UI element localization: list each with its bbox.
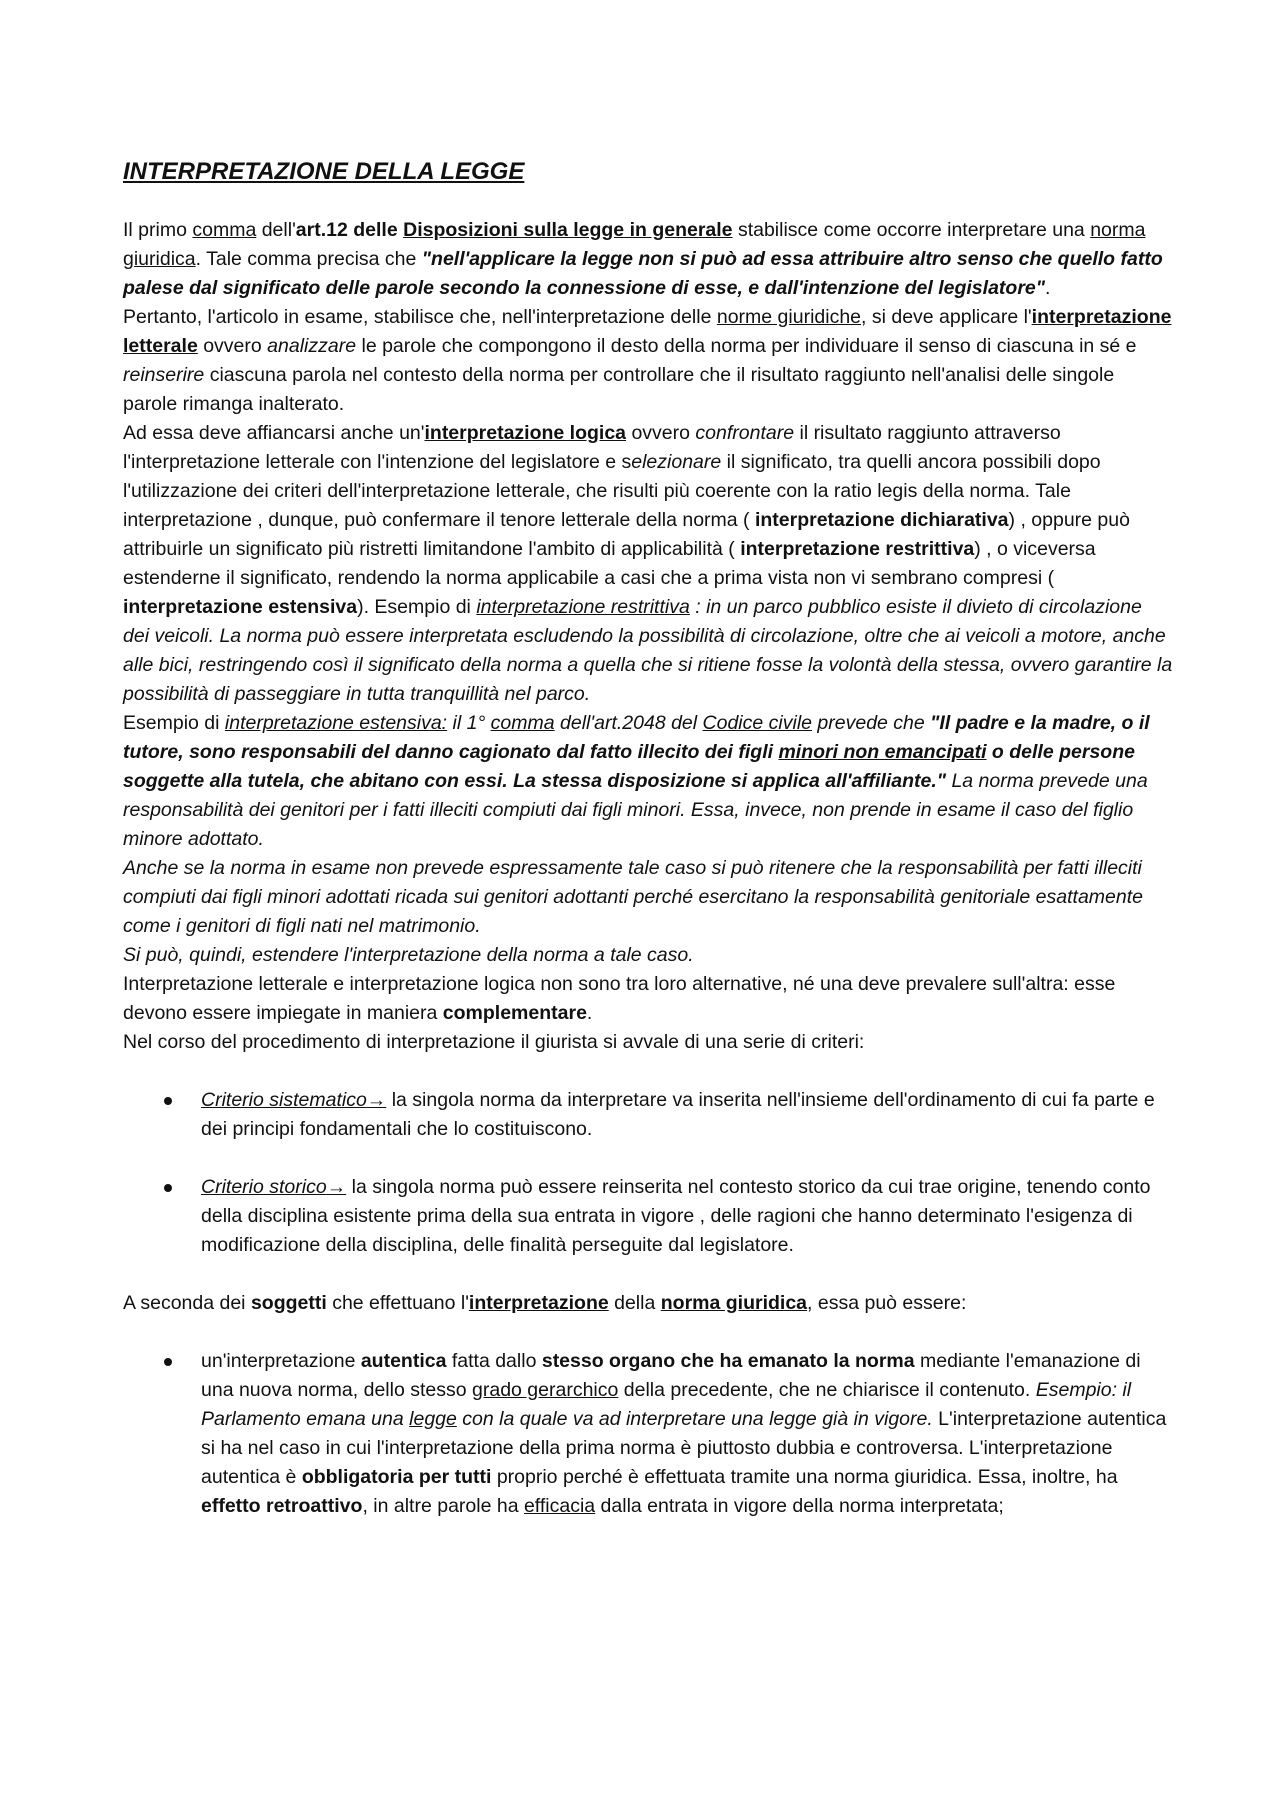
bullet-icon [164, 1358, 172, 1366]
link-interpretazione-letterale[interactable]: interpretazione letterale [123, 306, 1172, 357]
link-disposizioni[interactable]: Disposizioni sulla legge in generale [403, 219, 733, 241]
text: , in altre parole ha [362, 1495, 524, 1517]
paragraph-adottati: Anche se la norma in esame non prevede espressamente tale caso si può ritenere che la responsabilità per fatti illeciti compiuti dai figli minori adottati ricada sui genitori adottanti perché esercitano la responsabilità genitoriale esattamente come i genitori di figli nati nel matrimonio. [123, 857, 1143, 937]
bold-text: interpretazione restrittiva [740, 538, 975, 560]
arrow-right-icon: → [326, 1176, 347, 1198]
paragraph-soggetti [123, 1289, 1173, 1318]
paragraph-criteri-intro: Nel corso del procedimento di interpretazione il giurista si avvale di una serie di criteri: [123, 1031, 865, 1053]
text: ovvero [626, 422, 696, 444]
text: dalla entrata in vigore della norma interpretata; [595, 1495, 1004, 1517]
quote-text: "Il padre e la madre, o il tutore, sono responsabili del danno cagionato dal fatto illecito dei figli [123, 712, 1150, 763]
bold-text: interpretazione dichiarativa [754, 509, 1009, 531]
link-interpretazione[interactable]: interpretazione [468, 1292, 609, 1314]
link-legge[interactable]: legge [409, 1408, 457, 1430]
text: che effettuano l' [326, 1292, 469, 1314]
paragraph-letterale [123, 303, 1173, 419]
bold-text: complementare [442, 1002, 587, 1024]
spacer [123, 1057, 1173, 1086]
text: le parole che compongono il desto della norma per individuare il senso di ciascuna in sé e [356, 335, 1137, 357]
italic-text: il 1° [447, 712, 491, 734]
spacer [123, 1144, 1173, 1173]
text: Il primo [123, 219, 193, 241]
link-efficacia[interactable]: efficacia [523, 1495, 596, 1517]
italic-text: La norma prevede una responsabilità dei genitori per i fatti illeciti compiuti dai figli minori. Essa, invece, non prende in esame il caso del figlio minore adottato. [123, 770, 1148, 850]
bold-text: soggetti [250, 1292, 327, 1314]
paragraph-logica [123, 419, 1173, 709]
bullet-icon [164, 1097, 172, 1105]
italic-text: analizzare [267, 335, 357, 357]
quote-text: o delle persone soggette alla tutela, che abitano con essi. La stessa disposizione si applica all'affiliante." [123, 741, 1135, 792]
italic-text: con la quale va ad interpretare una legge già in vigore. [456, 1408, 933, 1430]
italic-text: elezionare [631, 451, 722, 473]
spacer [123, 1318, 1173, 1347]
bold-text: interpretazione estensiva [123, 596, 358, 618]
link-minori-non-emancipati[interactable]: minori non emancipati [778, 741, 987, 763]
text: mediante l'emanazione di una nuova norma, dello stesso [201, 1350, 1141, 1401]
document-body [123, 156, 1173, 1521]
text: della [608, 1292, 661, 1314]
link-norma-giuridica[interactable]: norma giuridica [123, 219, 1146, 270]
link-interpretazione-restrittiva[interactable]: interpretazione restrittiva [476, 596, 690, 618]
text: Interpretazione letterale e interpretazione logica non sono tra loro alternative, né una deve prevalere sull'altra: esse devono essere impiegate in maniera [123, 973, 1116, 1024]
text: il risultato raggiunto attraverso l'interpretazione letterale con l'intenzione del legislatore e s [123, 422, 1061, 473]
text: , essa può essere: [807, 1292, 967, 1314]
text: della precedente, che ne chiarisce il contenuto. [618, 1379, 1036, 1401]
text: . Tale comma precisa che [195, 248, 422, 270]
text: proprio perché è effettuata tramite una norma giuridica. Essa, inoltre, ha [491, 1466, 1118, 1488]
italic-text: reinserire [123, 364, 205, 386]
link-comma[interactable]: comma [192, 219, 257, 241]
text: ovvero [197, 335, 268, 357]
bold-text: effetto retroattivo [201, 1495, 363, 1517]
text: stabilisce come occorre interpretare una [732, 219, 1091, 241]
bold-text: art.12 delle [295, 219, 404, 241]
text: un'interpretazione [201, 1350, 361, 1372]
link-interpretazione-logica[interactable]: interpretazione logica [424, 422, 627, 444]
list-item [123, 1173, 1173, 1260]
link-comma[interactable]: comma [490, 712, 555, 734]
criterio-label[interactable]: Criterio storico [201, 1176, 327, 1198]
text: A seconda dei [123, 1292, 251, 1314]
text: il significato, tra quelli ancora possibili dopo l'utilizzazione dei criteri dell'interpretazione letterale, che risulti più coerente con la ratio legis della norma. Tale interpretazione , dunque, può confermare il tenore letterale della norma ( [123, 451, 1101, 531]
criteri-list [123, 1086, 1173, 1260]
bold-text: stesso organo che ha emanato la norma [541, 1350, 915, 1372]
paragraph-estendere: Si può, quindi, estendere l'interpretazione della norma a tale caso. [123, 944, 694, 966]
criterio-label[interactable]: Criterio sistematico [201, 1089, 367, 1111]
paragraph-estensiva [123, 709, 1173, 854]
text: Pertanto, l'articolo in esame, stabilisce che, nell'interpretazione delle [123, 306, 717, 328]
text: ) , oppure può attribuirle un significato più ristretti limitandone l'ambito di applicabilità ( [123, 509, 1130, 560]
italic-text: : in un parco pubblico esiste il divieto di circolazione dei veicoli. La norma può essere interpretata escludendo la possibilità di circolazione, oltre che ai veicoli a motore, anche alle bici, restringendo così il significato della norma a quella che si ritiene fosse la volontà della stessa, ovvero garantire la possibilità di passeggiare in tutta tranquillità nel parco. [123, 596, 1173, 705]
page-title: INTERPRETAZIONE DELLA LEGGE [123, 158, 525, 185]
italic-text: prevede che [812, 712, 931, 734]
paragraph-complementare [123, 970, 1173, 1028]
bold-text: autentica [360, 1350, 447, 1372]
text: ) , o viceversa estenderne il significato, rendendo la norma applicabile a casi che a prima vista non vi sembrano compresi ( [123, 538, 1096, 589]
link-norme-giuridiche[interactable]: norme giuridiche [716, 306, 862, 328]
text: fatta dallo [446, 1350, 542, 1372]
soggetti-list [123, 1347, 1173, 1521]
text: dell' [256, 219, 296, 241]
link-codice-civile[interactable]: Codice civile [702, 712, 812, 734]
spacer [123, 1260, 1173, 1289]
italic-text: confrontare [695, 422, 795, 444]
text: , si deve applicare l' [861, 306, 1032, 328]
italic-text: Esempio: il Parlamento emana una [201, 1379, 1132, 1430]
criterio-text: la singola norma può essere reinserita nel contesto storico da cui trae origine, tenendo conto della disciplina esistente prima della sua entrata in vigore , delle ragioni che hanno determinato l'esigenza di modificazione della disciplina, delle finalità perseguite dal legislatore. [201, 1176, 1151, 1256]
link-grado-gerarchico[interactable]: grado gerarchico [472, 1379, 619, 1401]
bullet-icon [164, 1184, 172, 1192]
text: Esempio di [123, 712, 225, 734]
text: . [586, 1002, 593, 1024]
text: Ad essa deve affiancarsi anche un' [123, 422, 425, 444]
link-norma-giuridica[interactable]: norma giuridica [660, 1292, 808, 1314]
link-interpretazione-estensiva[interactable]: interpretazione estensiva: [224, 712, 448, 734]
bold-text: obbligatoria per tutti [301, 1466, 492, 1488]
arrow-right-icon: → [366, 1089, 387, 1111]
text: . [1045, 277, 1051, 299]
paragraph-art12 [123, 216, 1173, 303]
text: ). Esempio di [357, 596, 477, 618]
text: L'interpretazione autentica si ha nel caso in cui l'interpretazione della prima norma è piuttosto dubbia e controversa. L'interpretazione autentica è [201, 1408, 1167, 1488]
text: ciascuna parola nel contesto della norma per controllare che il risultato raggiunto nell'analisi delle singole parole rimanga inalterato. [123, 364, 1115, 415]
list-item [123, 1086, 1173, 1144]
italic-text: dell'art.2048 del [554, 712, 703, 734]
list-item [123, 1347, 1173, 1521]
quote-text: "nell'applicare la legge non si può ad essa attribuire altro senso che quello fatto palese dal significato delle parole secondo la connessione di esse, e dall'intenzione del legislatore" [123, 248, 1163, 299]
criterio-text: la singola norma da interpretare va inserita nell'insieme dell'ordinamento di cui fa parte e dei principi fondamentali che lo costituiscono. [201, 1089, 1155, 1140]
